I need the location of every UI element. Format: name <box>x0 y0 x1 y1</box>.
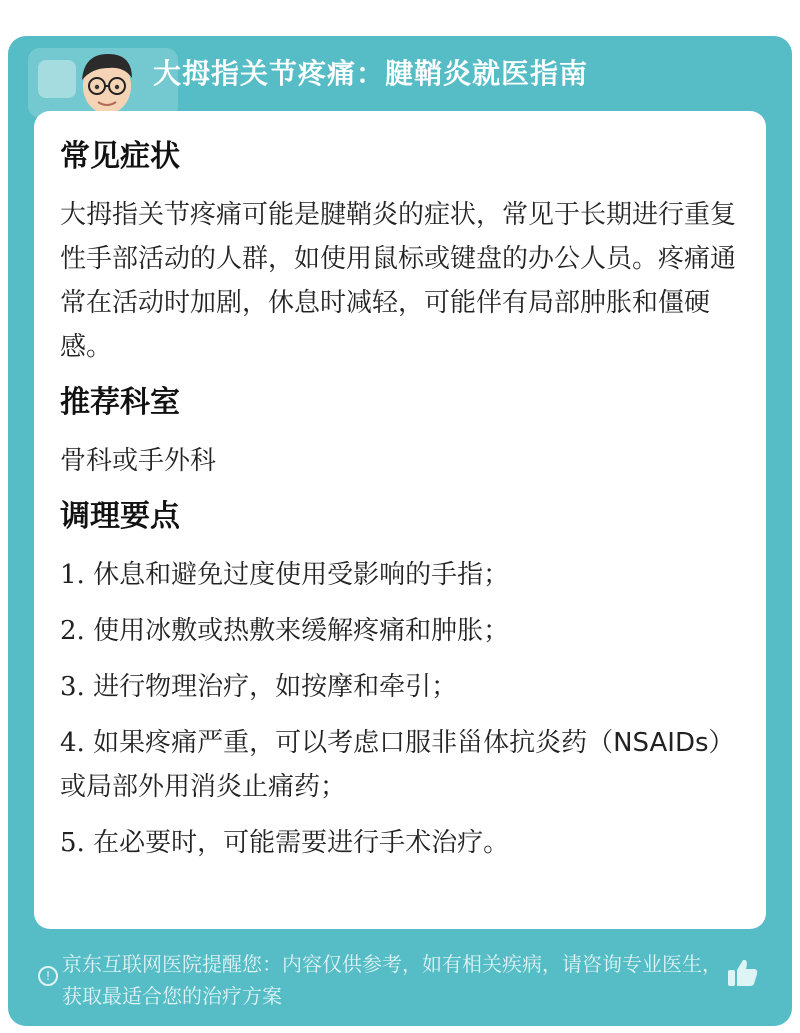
list-item-text: 休息和避免过度使用受影响的手指； <box>93 560 510 590</box>
list-item-number: 1. <box>60 560 85 590</box>
list-item-text: 在必要时，可能需要进行手术治疗。 <box>93 828 510 858</box>
list-item-number: 2. <box>60 616 85 646</box>
care-list <box>60 553 740 865</box>
content-panel <box>34 111 766 929</box>
list-item <box>60 609 740 653</box>
list-item-number: 5. <box>60 828 85 858</box>
symptoms-title: 常见症状 <box>60 139 180 174</box>
list-item-text: 如果疼痛严重，可以考虑口服非甾体抗炎药（NSAIDs）或局部外用消炎止痛药； <box>60 728 735 802</box>
disclaimer-text: 京东互联网医院提醒您：内容仅供参考，如有相关疾病，请咨询专业医生，获取最适合您的治疗方案 <box>62 952 722 1008</box>
symptoms-text: 大拇指关节疼痛可能是腱鞘炎的症状，常见于长期进行重复性手部活动的人群，如使用鼠标或键盘的办公人员。疼痛通常在活动时加剧，休息时减轻，可能伴有局部肿胀和僵硬感。 <box>60 200 737 362</box>
page-title: 大拇指关节疼痛：腱鞘炎就医指南 <box>153 57 589 90</box>
list-item <box>60 665 740 709</box>
list-item-text: 使用冰敷或热敷来缓解疼痛和肿胀； <box>93 616 510 646</box>
department-title: 推荐科室 <box>60 385 180 420</box>
info-icon: ! <box>38 966 58 986</box>
list-item <box>60 721 740 809</box>
content-body <box>60 137 740 877</box>
guide-card <box>8 36 792 1026</box>
thumbs-up-icon[interactable] <box>726 956 760 990</box>
list-item <box>60 553 740 597</box>
department-text: 骨科或手外科 <box>60 446 217 476</box>
list-item-text: 进行物理治疗，如按摩和牵引； <box>93 672 458 702</box>
list-item <box>60 821 740 865</box>
list-item-number: 4. <box>60 728 85 758</box>
care-title: 调理要点 <box>60 499 180 534</box>
list-item-number: 3. <box>60 672 85 702</box>
